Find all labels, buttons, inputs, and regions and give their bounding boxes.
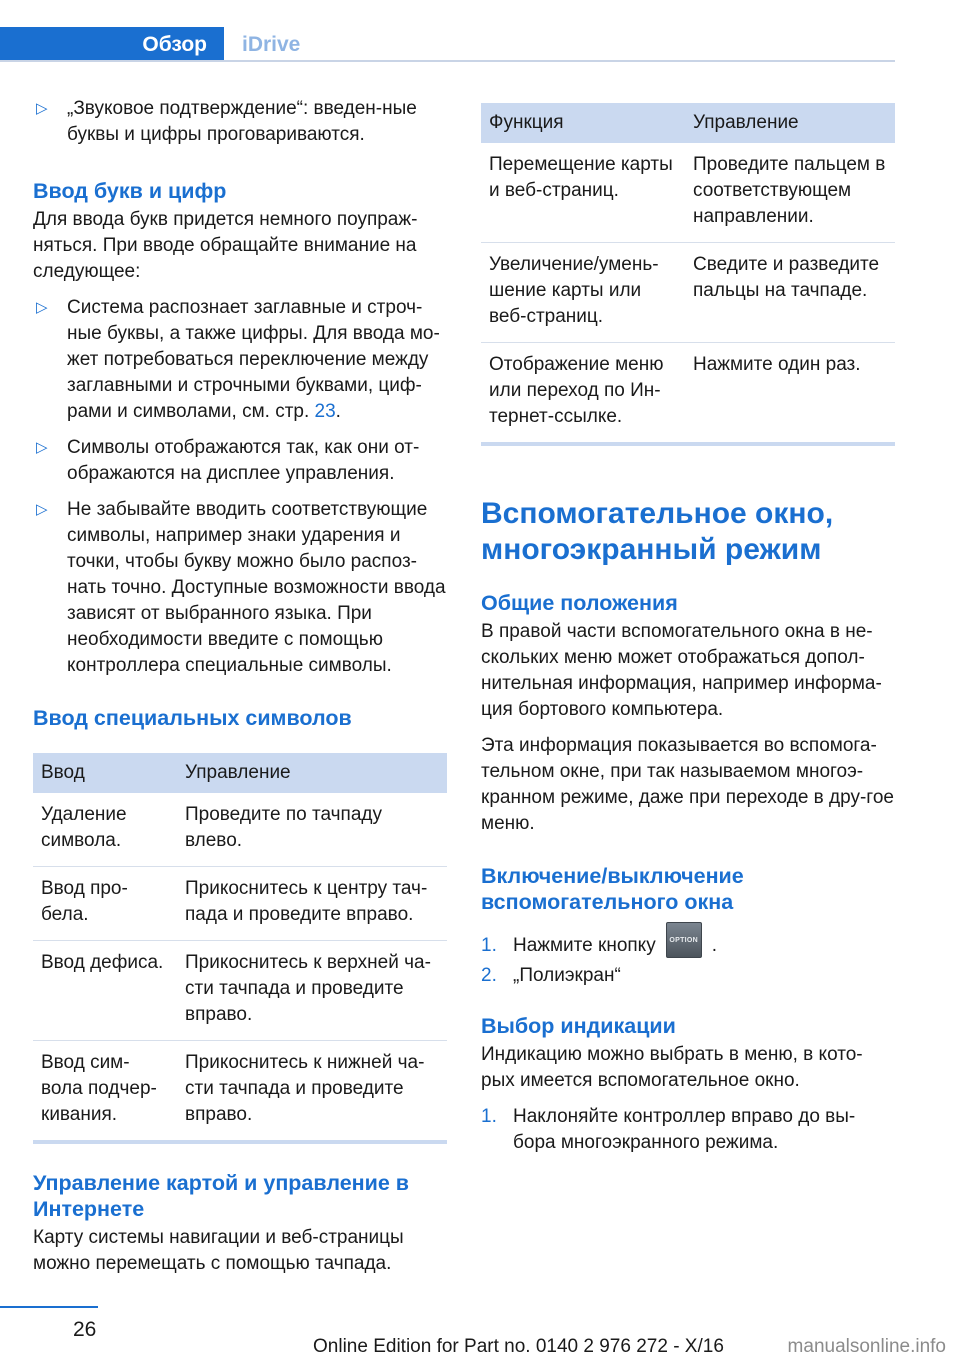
list-item: ▷ Символы отображаются так, как они от-ображаются на дисплее управления.: [36, 437, 420, 484]
letters-text: Для ввода букв придется немного поупраж-няться. При вводе обращайте внимание на следующее:: [33, 209, 418, 282]
table-row: Отображение меню или переход по Ин-тернет-ссылке. Нажмите один раз.: [489, 354, 861, 427]
onoff-steps: [481, 933, 895, 989]
select-heading: Выбор индикации: [481, 1014, 676, 1038]
letters-bullets: [33, 295, 447, 679]
special-symbols-table: [33, 753, 447, 1140]
watermark: manualsonline.info: [787, 1336, 946, 1357]
table-row: Ввод сим-вола подчер-кивания. Прикоснитесь к нижней ча-сти тачпада и проведите вправо.: [41, 1052, 425, 1125]
onoff-heading: Включение/выключение вспомогательного окна: [481, 864, 744, 914]
triangle-bullet-icon: ▷: [36, 100, 48, 117]
table-row: Ввод дефиса. Прикоснитесь к верхней ча-сти тачпада и проведите вправо.: [33, 941, 447, 1041]
special-heading: Ввод специальных символов: [33, 706, 352, 730]
functions-table: [481, 103, 895, 442]
list-item: ▷ Система распознает заглавные и строч-ные буквы, а также цифры. Для ввода мо-жет потребоваться переключение между заглавными и строчными буквами, циф-рами и символами, см. стр. 23.: [36, 297, 440, 422]
edition-text: Online Edition for Part no. 0140 2 976 272 - X/16: [313, 1336, 724, 1357]
option-button-icon: OPTION: [666, 922, 702, 958]
select-steps: [481, 1104, 895, 1156]
table-header: Ввод: [33, 753, 177, 793]
table-header: Функция: [481, 103, 685, 143]
page-number: 26: [73, 1318, 97, 1341]
list-item: 1. Наклоняйте контроллер вправо до вы-бора многоэкранного режима.: [481, 1106, 856, 1153]
table-row: Увеличение/умень-шение карты или веб-страниц. Сведите и разведите пальцы на тачпаде.: [481, 243, 895, 343]
left-column: [33, 96, 447, 1277]
general-text-1: В правой части вспомогательного окна в не-скольких меню может отображаться допол-нительная информация, например информа-ция бортового компьютера.: [481, 621, 882, 720]
list-item: 1. Нажмите кнопку OPTION .: [481, 933, 895, 959]
table-row: Перемещение карты и веб-страниц. Проведите пальцем в соответствующем направлении.: [481, 143, 895, 243]
general-heading: Общие положения: [481, 591, 678, 615]
select-text: Индикацию можно выбрать в меню, в кото-рых имеется вспомогательное окно.: [481, 1044, 863, 1091]
list-item: 2. „Полиэкран“: [481, 965, 621, 986]
triangle-bullet-icon: ▷: [36, 439, 48, 456]
triangle-bullet-icon: ▷: [36, 501, 48, 518]
map-text: Карту системы навигации и веб-страницы можно перемещать с помощью тачпада.: [33, 1227, 404, 1274]
list-item: ▷ „Звуковое подтверждение“: введен-ные буквы и цифры проговариваются.: [36, 98, 417, 145]
tab-overview[interactable]: Обзор: [0, 27, 224, 62]
aux-window-heading: Вспомогательное окно, многоэкранный режим: [481, 497, 834, 566]
table-header: Управление: [685, 103, 895, 143]
table-row: Удаление символа. Проведите по тачпаду влево.: [33, 793, 447, 867]
intro-bullets: [33, 96, 447, 148]
footer-rule: [0, 1306, 98, 1308]
general-text-2: Эта информация показывается во вспомога-тельном окне, при так называемом многоэ-кранном режиме, даже при переходе в дру-гое меню.: [481, 735, 894, 834]
page-link[interactable]: 23: [314, 401, 336, 422]
tab-idrive[interactable]: iDrive: [242, 32, 301, 56]
table-row: Ввод про-бела. Прикоснитесь к центру тач-пада и проведите вправо.: [33, 867, 447, 941]
triangle-bullet-icon: ▷: [36, 299, 48, 316]
header-divider: [0, 60, 895, 62]
table-header: Управление: [177, 753, 447, 793]
list-item: ▷ Не забывайте вводить соответствующие символы, например знаки ударения и точки, чтобы букву можно было распоз-нать точно. Доступные возможности ввода зависят от выбранного языка. При необходимости введите с помощью контроллера специальные символы.: [36, 499, 446, 676]
right-column: [481, 103, 895, 1156]
letters-heading: Ввод букв и цифр: [33, 179, 227, 203]
map-heading: Управление картой и управление в Интернете: [33, 1171, 410, 1221]
